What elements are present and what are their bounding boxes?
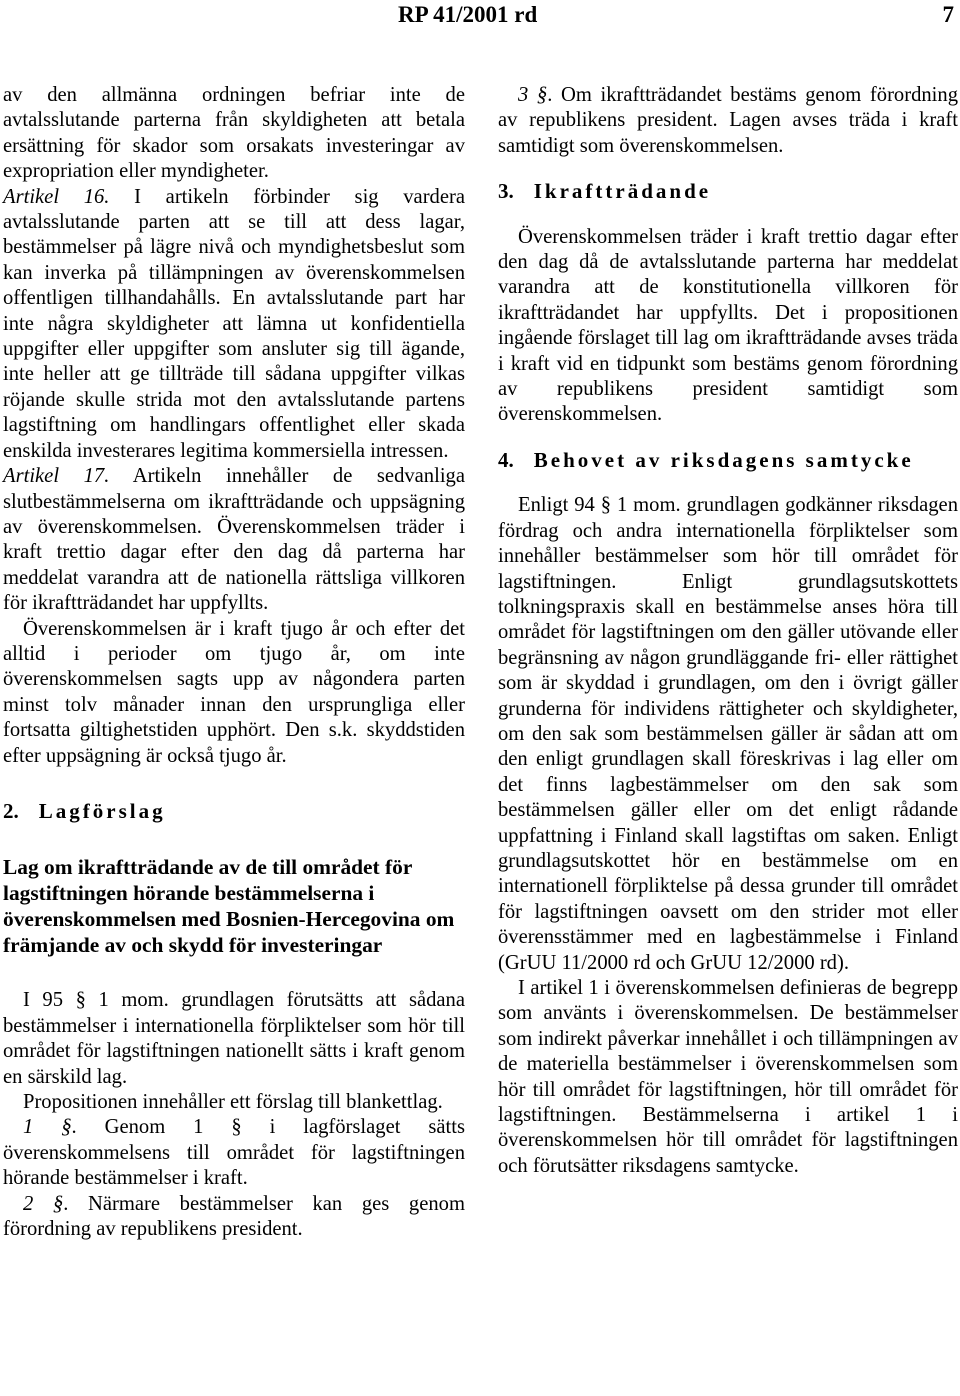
paragraph-section-1: 1 §. Genom 1 § i lagförslaget sätts överenskommelsens till området för lagstiftningen hörande bestämmelser i kraft. — [3, 1116, 465, 1190]
paragraph-section-2: 2 §. Närmare bestämmelser kan ges genom förordning av republikens president. — [3, 1192, 465, 1241]
document-id: RP 41/2001 rd — [398, 2, 538, 27]
section-1-label: 1 § — [23, 1116, 72, 1139]
section-2-label: 2 § — [23, 1192, 64, 1215]
section-heading-4: 4. Behovet av riksdagens samtycke — [498, 447, 914, 472]
right-column — [498, 83, 958, 1179]
paragraph-article-17: Artikel 17. Artikeln innehåller de sedvanliga slutbestämmelserna om ikraftträdande och uppsägning av överenskommelsen. Överenskommelsen träder i kraft trettio dagar efter den dag då parterna har meddelat varandra att de nationella rättsliga villkoren för ikraftträdandet har uppfyllts. — [3, 465, 465, 615]
paragraph-proposition: Propositionen innehåller ett förslag till blankettlag. — [23, 1091, 443, 1113]
section-heading-3: 3. Ikraftträdande — [498, 179, 712, 204]
paragraph-article-16: Artikel 16. I artikeln förbinder sig vardera avtalsslutande parten att se till att dess lagar, bestämmelser på lägre nivå och myndighetsbeslut som kan inverka på tillämpningen av överenskommelsen offentligen tillhandahålls. En avtalsslutande part har inte några skyldigheter att lämna ut konfidentiella uppgifter eller uppgifter som ansluter sig till ägande, inte heller att ge tillträde till sådana uppgifter vilkas röjande skulle strida mot den avtalsslutande partens lagstiftning om handlingars offentlighet eller skada enskilda investerares legitima kommersiella intressen. — [3, 185, 465, 462]
paragraph-94: Enligt 94 § 1 mom. grundlagen godkänner riksdagen fördrag och andra internationella förpliktelser som innehåller bestämmelser som hör till området för lagstiftningen. Enligt grundlagsutskottets tolkningspraxis skall en bestämmelse anses höra till området för lagstiftningen om den gäller utövande eller begränsning av någon grundläggande fri- eller rättighet som är skyddad i grundlagen, om den i övrigt gäller grunderna för individens rättigheter och skyldigheter, om den sak som bestämmelsen gäller är sådan att om den enligt grundlagen skall föreskrivas i lag eller om det finns lagbestämmelser om den sak som bestämmelsen gäller eller om det enligt rådande uppfattning i Finland skall lagstiftas om saken. Enligt grundlagsutskottet hör en bestämmelse om en internationell förpliktelse på dessa grunder till området för lagstiftningen oavsett om den strider mot eller överensstämmer med en lagbestämmelse i Finland (GrUU 11/2000 rd och GrUU 12/2000 rd). — [498, 494, 958, 974]
paragraph-validity: Överenskommelsen är i kraft tjugo år och efter det alltid i perioder om tjugo år, om inte överenskommelsen sagts upp av någondera parten minst tolv månader innan den ursprungliga eller fortsatta giltighetstiden upphört. Den s.k. skyddstiden efter uppsägning är också tjugo år. — [3, 617, 465, 767]
paragraph-expropriation: av den allmänna ordningen befriar inte de avtalsslutande parterna från skyldigheten att betala ersättning för skador som orsakats investeringar av expropriation eller myndigheter. — [3, 84, 465, 183]
section-heading-2: 2. Lagförslag — [3, 798, 166, 823]
section-3-label: 3 § — [518, 84, 548, 106]
page-number: 7 — [942, 2, 954, 27]
paragraph-95: I 95 § 1 mom. grundlagen förutsätts att sådana bestämmelser i internationella förpliktelser som hör till området för lagstiftningen nationellt sätts i kraft genom en särskild lag. — [3, 989, 465, 1088]
paragraph-article-1: I artikel 1 i överenskommelsen definieras de begrepp som använts i överenskommelsen. De bestämmelser som indirekt påverkar innehållet i och tillämpningen av de materiella bestämmelser i överenskommelsen som hör till området för lagstiftningen, hör till området för lagstiftningen. Bestämmelserna i artikel 1 i överenskommelsen hör till området för lagstiftningen och förutsätter riksdagens samtycke. — [498, 977, 958, 1177]
left-column — [3, 83, 465, 1242]
article-17-label: Artikel 17. — [3, 465, 110, 488]
article-16-label: Artikel 16. — [3, 185, 110, 208]
paragraph-entry-into-force: Överenskommelsen träder i kraft trettio dagar efter den dag då de avtalsslutande parterna har meddelat varandra att de konstitutionella villkoren för ikraftträdandet har uppfyllts. Det i propositionen ingående förslaget till lag om ikraftträdande avses träda i kraft vid en tidpunkt som bestäms genom förordning av republikens president samtidigt som överenskommelsen. — [498, 225, 958, 426]
page-header — [0, 0, 960, 30]
paragraph-section-3: 3 §. Om ikraftträdandet bestäms genom förordning av republikens president. Lagen avses träda i kraft samtidigt som överenskommelsen. — [498, 84, 958, 157]
law-title: Lag om ikraftträdande av de till området för lagstiftningen hörande bestämmelserna i överenskommelsen med Bosnien-Hercegovina om främjande av och skydd för investeringar — [3, 855, 455, 958]
